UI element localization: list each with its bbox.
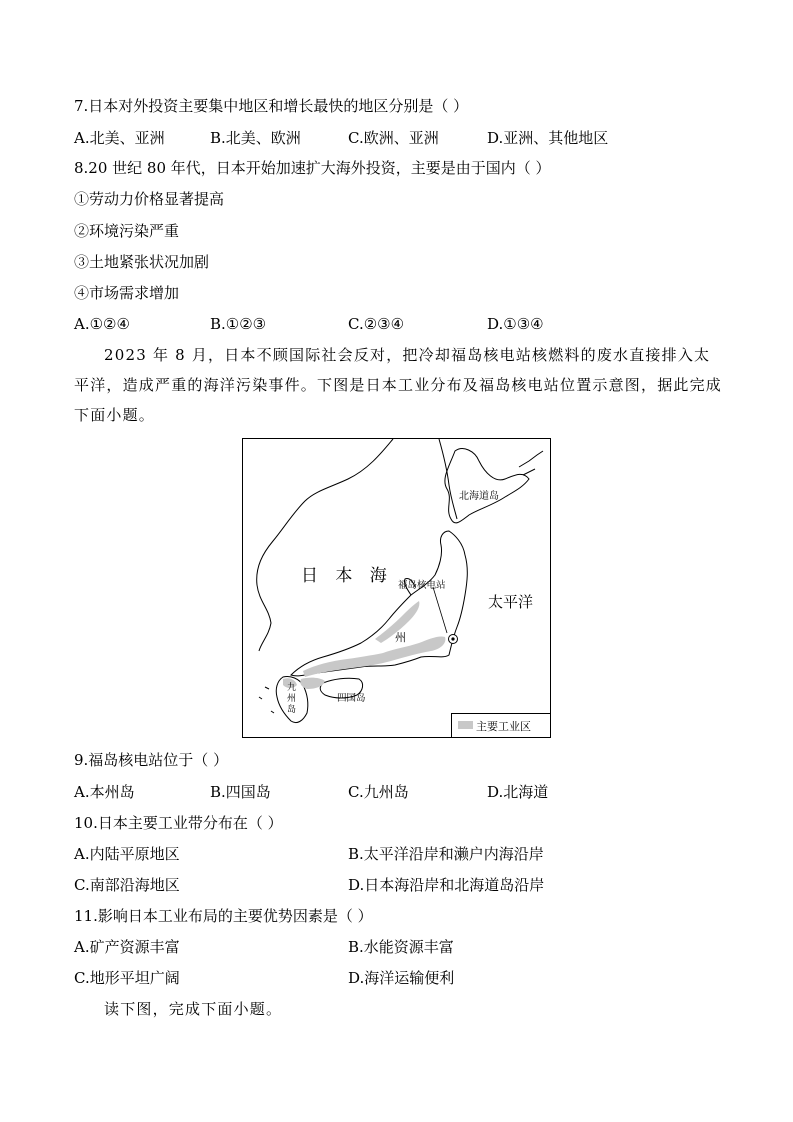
q11-option-a[interactable]: A.矿产资源丰富	[74, 938, 180, 956]
industrial-belt-setouchi	[300, 678, 325, 689]
footer-instruction: 读下图，完成下面小题。	[104, 1000, 283, 1018]
q8-item-4: ④市场需求增加	[74, 284, 180, 302]
label-japan-sea: 日 本 海	[301, 566, 393, 586]
q9-option-b[interactable]: B.四国岛	[210, 783, 271, 801]
q8-option-d[interactable]: D.①③④	[487, 315, 544, 333]
q11-option-b[interactable]: B.水能资源丰富	[348, 938, 454, 956]
legend-swatch	[458, 721, 473, 729]
q10-option-a[interactable]: A.内陆平原地区	[74, 845, 180, 863]
q7-option-d[interactable]: D.亚洲、其他地区	[487, 129, 609, 147]
q10-option-b[interactable]: B.太平洋沿岸和濑户内海沿岸	[348, 845, 544, 863]
q10-option-d[interactable]: D.日本海沿岸和北海道岛沿岸	[348, 876, 545, 894]
sakhalin-coast	[439, 439, 457, 519]
q8-item-2: ②环境污染严重	[74, 222, 180, 240]
q7-option-c[interactable]: C.欧洲、亚洲	[348, 129, 439, 147]
map-legend	[451, 713, 550, 737]
q7-stem: 7.日本对外投资主要集中地区和增长最快的地区分别是（ ）	[74, 97, 469, 115]
q11-option-d[interactable]: D.海洋运输便利	[348, 969, 455, 987]
q8-item-3: ③土地紧张状况加剧	[74, 253, 210, 271]
mainland-coast	[257, 439, 393, 651]
q7-option-a[interactable]: A.北美、亚洲	[74, 129, 165, 147]
hokkaido-coast	[445, 449, 529, 523]
label-kyushu: 九州岛	[287, 683, 297, 715]
q8-option-a[interactable]: A.①②④	[74, 315, 130, 333]
label-shikoku: 四国岛	[337, 693, 366, 704]
q9-option-c[interactable]: C.九州岛	[348, 783, 409, 801]
q10-option-c[interactable]: C.南部沿海地区	[74, 876, 180, 894]
q9-option-a[interactable]: A.本州岛	[74, 783, 135, 801]
q8-item-1: ①劳动力价格显著提高	[74, 190, 225, 208]
q11-option-c[interactable]: C.地形平坦广阔	[74, 969, 180, 987]
q10-stem: 10.日本主要工业带分布在（ ）	[74, 814, 283, 832]
label-fukushima: 福岛核电站	[398, 580, 446, 591]
japan-industry-map	[242, 438, 551, 738]
q11-stem: 11.影响日本工业布局的主要优势因素是（ ）	[74, 907, 373, 925]
fukushima-pointer	[433, 587, 447, 633]
q8-stem: 8.20 世纪 80 年代，日本开始加速扩大海外投资，主要是由于国内（ ）	[74, 159, 551, 177]
label-pacific: 太平洋	[488, 593, 534, 611]
passage: 2023 年 8 月，日本不顾国际社会反对，把冷却福岛核电站核燃料的废水直接排入太平洋，造成严重的海洋污染事件。下图是日本工业分布及福岛核电站位置示意图，据此完成下面小题。	[74, 346, 723, 424]
q8-option-b[interactable]: B.①②③	[210, 315, 267, 333]
q9-option-d[interactable]: D.北海道	[487, 783, 549, 801]
q9-stem: 9.福岛核电站位于（ ）	[74, 751, 229, 769]
label-honshu: 州	[395, 631, 406, 644]
legend-label: 主要工业区	[476, 720, 531, 733]
q8-option-c[interactable]: C.②③④	[348, 315, 405, 333]
q7-option-b[interactable]: B.北美、欧洲	[210, 129, 301, 147]
label-hokkaido: 北海道岛	[459, 491, 499, 502]
